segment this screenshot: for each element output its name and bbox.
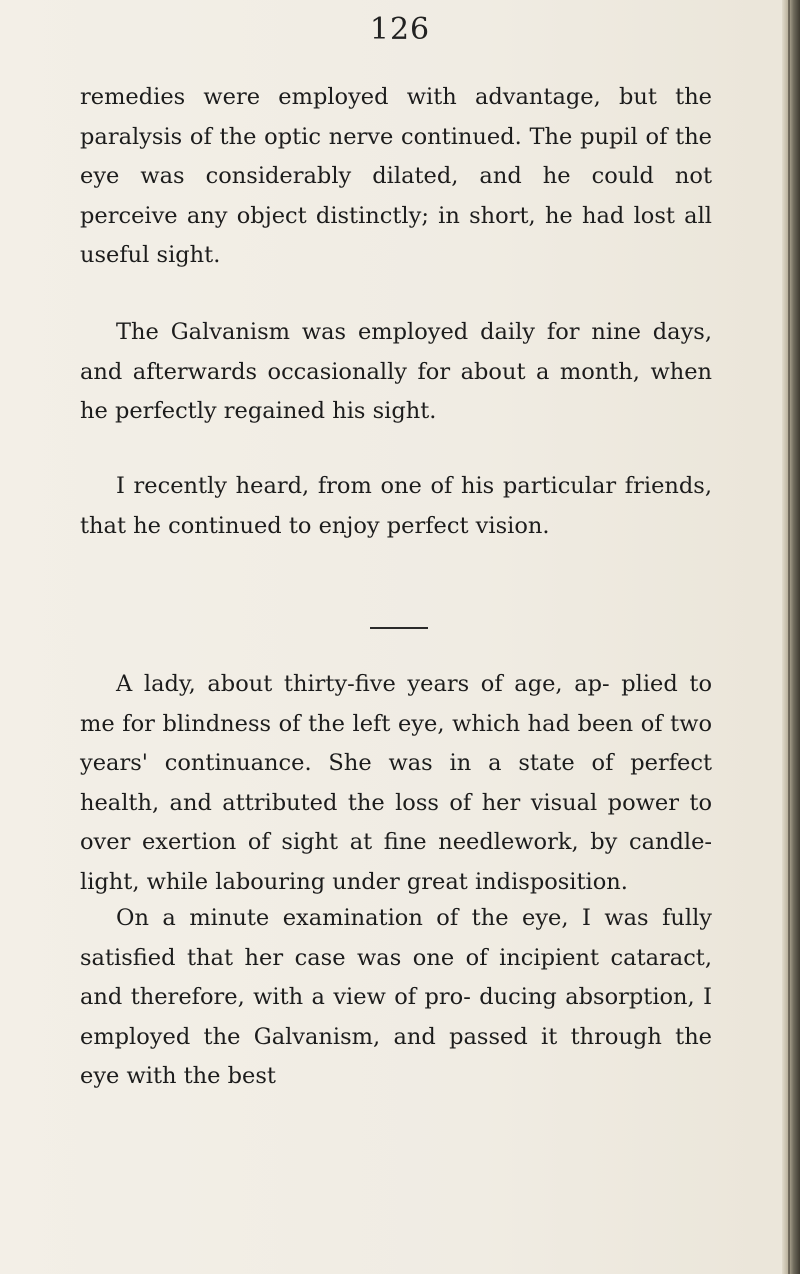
paragraph-1 — [80, 78, 712, 276]
paragraph-5 — [80, 899, 712, 1097]
paragraph-1-text: remedies were employed with advantage, but the paralysis of the optic nerve continued. The pupil of the eye was considerably dilated, and he could not perceive any object distinctly; in short, he had lost all useful sight. — [80, 84, 712, 268]
paragraph-3 — [80, 467, 712, 546]
paragraph-3-text: I recently heard, from one of his particular friends, that he continued to enjoy perfect vision. — [80, 473, 712, 539]
paragraph-4-text: A lady, about thirty-five years of age, ap- plied to me for blindness of the left eye, which had been of two years' continuance. She was in a state of perfect health, and attributed the loss of her visual power to over exertion of sight at fine needlework, by candle-light, while labouring under great indisposition. — [80, 671, 712, 895]
paragraph-4 — [80, 665, 712, 902]
paragraph-5-text: On a minute examination of the eye, I was fully satisfied that her case was one of incipient cataract, and therefore, with a view of pro- ducing absorption, I employed the Galvanism, and passed it through the eye with the best — [80, 905, 712, 1089]
paragraph-2 — [80, 313, 712, 432]
paragraph-2-text: The Galvanism was employed daily for nine days, and afterwards occasionally for about a month, when he perfectly regained his sight. — [80, 319, 712, 424]
section-divider — [370, 627, 428, 629]
book-gutter-edge — [782, 0, 800, 1274]
page-number: 126 — [369, 12, 431, 47]
